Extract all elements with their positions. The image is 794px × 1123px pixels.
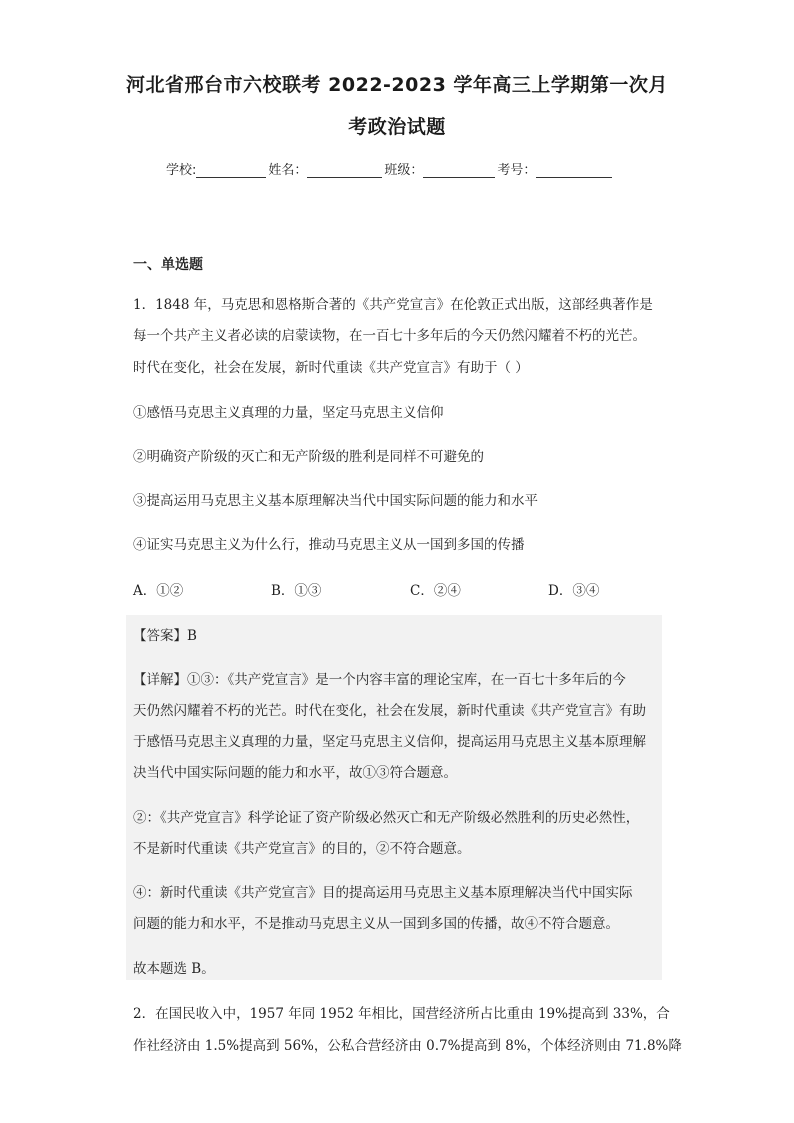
q1-choice-c: C．②④	[410, 583, 461, 599]
q1-detail-line: 于感悟马克思主义真理的力量，坚定马克思主义信仰，提高运用马克思主义基本原理解	[133, 734, 646, 750]
section-title: 一、单选题	[133, 257, 203, 273]
class-field[interactable]	[423, 163, 495, 178]
document-title-line-2: 考政治试题	[348, 116, 446, 138]
q2-stem-line: 2．在国民收入中，1957 年同 1952 年相比，国营经济所占比重由 19%提高到 33%，合	[133, 1006, 670, 1022]
exam-number-field[interactable]	[536, 163, 612, 178]
student-info-row	[166, 159, 614, 178]
q1-detail-line: 故本题选 B。	[133, 961, 215, 977]
q1-option: ①感悟马克思主义真理的力量，坚定马克思主义信仰	[133, 405, 444, 421]
name-label: 姓名：	[268, 163, 308, 178]
q1-choice-b: B．①③	[271, 583, 322, 599]
q1-option: ③提高运用马克思主义基本原理解决当代中国实际问题的能力和水平	[133, 493, 538, 509]
q1-detail-line: 问题的能力和水平，不是推动马克思主义从一国到多国的传播，故④不符合题意。	[133, 916, 619, 932]
school-label: 学校:	[166, 163, 197, 178]
q1-choice-d: D．③④	[548, 583, 600, 599]
exam-number-label: 考号：	[497, 163, 537, 178]
q1-detail-line: 决当代中国实际问题的能力和水平，故①③符合题意。	[133, 765, 457, 781]
q1-option: ②明确资产阶级的灭亡和无产阶级的胜利是同样不可避免的	[133, 449, 484, 465]
q1-detail-line: ④：新时代重读《共产党宣言》目的提高运用马克思主义基本原理解决当代中国实际	[133, 885, 633, 901]
class-label: 班级：	[384, 163, 424, 178]
q1-choice-a: A．①②	[133, 583, 184, 599]
q1-detail-line: ②：《共产党宣言》科学论证了资产阶级必然灭亡和无产阶级必然胜利的历史必然性，	[133, 810, 640, 826]
q1-detail-line: 【详解】①③：《共产党宣言》是一个内容丰富的理论宝库，在一百七十多年后的今	[133, 672, 626, 688]
document-title-line-1: 河北省邢台市六校联考 2022-2023 学年高三上学期第一次月	[126, 74, 668, 96]
q1-answer: 【答案】B	[133, 628, 197, 644]
q1-stem-line: 1．1848 年，马克思和恩格斯合著的《共产党宣言》在伦敦正式出版，这部经典著作是	[133, 297, 653, 313]
q1-stem-line: 每一个共产主义者必读的启蒙读物，在一百七十多年后的今天仍然闪耀着不朽的光芒。	[133, 328, 646, 344]
q2-stem-line: 作社经济由 1.5%提高到 56%，公私合营经济由 0.7%提高到 8%，个体经济则由 71.8%降	[133, 1038, 682, 1054]
q1-detail-line: 天仍然闪耀着不朽的光芒。时代在变化，社会在发展，新时代重读《共产党宣言》有助	[133, 703, 646, 719]
school-field[interactable]	[196, 163, 266, 178]
name-field[interactable]	[307, 163, 382, 178]
q1-option: ④证实马克思主义为什么行，推动马克思主义从一国到多国的传播	[133, 537, 525, 553]
q1-stem-line: 时代在变化，社会在发展，新时代重读《共产党宣言》有助于（ ）	[133, 360, 529, 376]
q1-detail-line: 不是新时代重读《共产党宣言》的目的，②不符合题意。	[133, 841, 471, 857]
